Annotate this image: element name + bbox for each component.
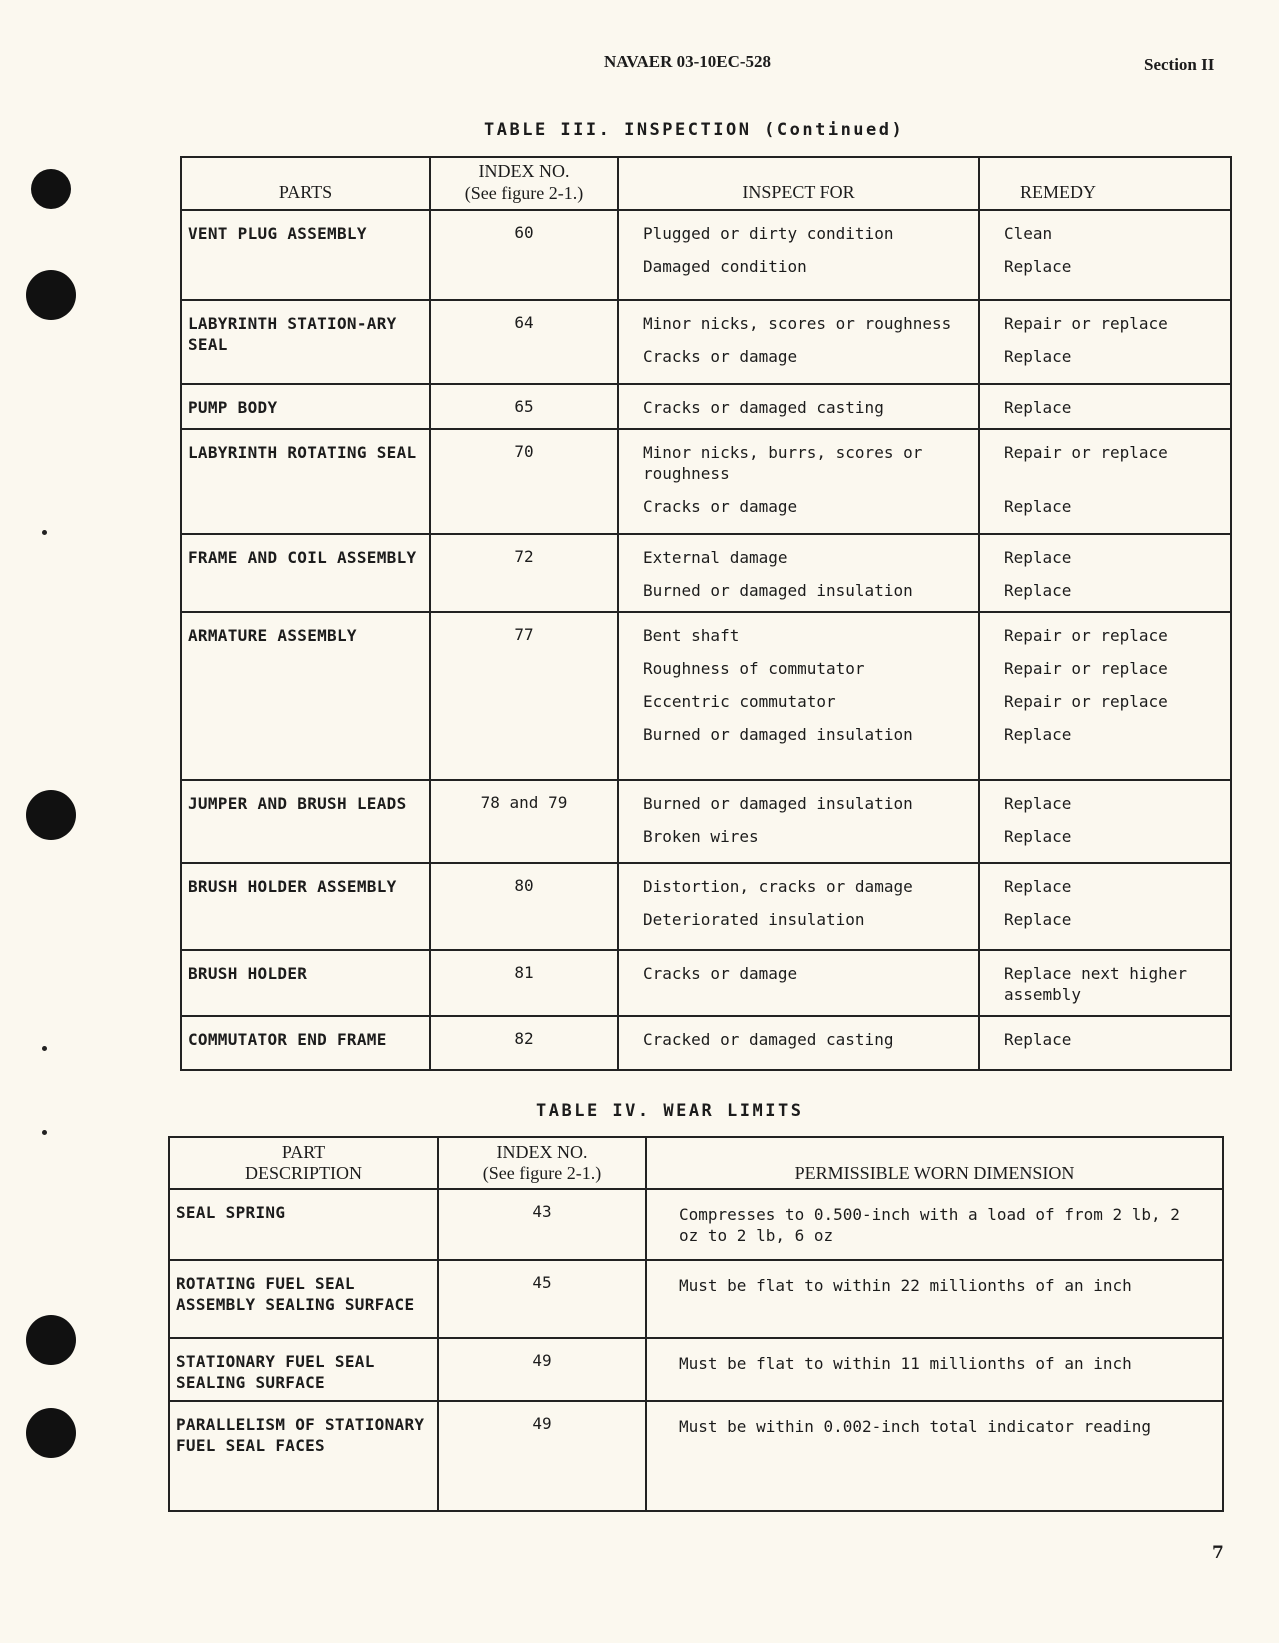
part-name: BRUSH HOLDER xyxy=(181,950,430,1016)
table-row xyxy=(181,300,1231,384)
inspect-item: Minor nicks, scores or roughness xyxy=(643,314,952,333)
remedy-item: Replace next higher assembly xyxy=(1004,964,1188,1004)
remedy-cell xyxy=(979,300,1231,384)
remedy-item: Repair or replace xyxy=(1004,659,1168,678)
inspect-item: Eccentric commutator xyxy=(643,692,836,711)
index-number: 80 xyxy=(430,863,618,950)
remedy-cell xyxy=(979,780,1231,863)
worn-dimension: Must be within 0.002-inch total indicator reading xyxy=(646,1401,1223,1511)
remedy-item: Clean xyxy=(1004,224,1053,243)
inspect-item: Burned or damaged insulation xyxy=(643,794,913,813)
worn-dimension: Must be flat to within 22 millionths of an inch xyxy=(646,1260,1223,1338)
table-row xyxy=(181,429,1231,534)
inspect-item: Plugged or dirty condition xyxy=(643,224,894,243)
worn-dimension: Compresses to 0.500-inch with a load of from 2 lb, 2 oz to 2 lb, 6 oz xyxy=(646,1189,1223,1260)
inspection-table xyxy=(180,156,1232,1071)
inspect-for-cell xyxy=(618,429,979,534)
part-name: BRUSH HOLDER ASSEMBLY xyxy=(181,863,430,950)
speck xyxy=(42,1130,47,1135)
document-id: NAVAER 03-10EC-528 xyxy=(604,52,772,71)
table-row xyxy=(181,210,1231,300)
table-row xyxy=(181,780,1231,863)
remedy-item: Replace xyxy=(1004,581,1072,600)
inspect-item: Burned or damaged insulation xyxy=(643,725,913,744)
inspect-item: Cracks or damage xyxy=(643,497,798,516)
table-row xyxy=(181,534,1231,612)
part-description: SEAL SPRING xyxy=(169,1189,438,1260)
remedy-item: Replace xyxy=(1004,497,1072,516)
remedy-item: Replace xyxy=(1004,827,1072,846)
inspect-for-cell xyxy=(618,612,979,780)
inspect-item: Broken wires xyxy=(643,827,759,846)
remedy-cell xyxy=(979,1016,1231,1070)
part-name: PUMP BODY xyxy=(181,384,430,429)
index-number: 60 xyxy=(430,210,618,300)
remedy-item: Repair or replace xyxy=(1004,692,1168,711)
spacer xyxy=(980,463,1230,484)
remedy-cell xyxy=(979,534,1231,612)
remedy-item: Replace xyxy=(1004,877,1072,896)
col-dimension xyxy=(646,1137,1223,1189)
binder-hole xyxy=(31,169,71,209)
table-row xyxy=(181,384,1231,429)
table-row xyxy=(169,1338,1223,1401)
table-row xyxy=(169,1260,1223,1338)
inspect-item: Distortion, cracks or damage xyxy=(643,877,913,896)
remedy-cell xyxy=(979,210,1231,300)
index-number: 65 xyxy=(430,384,618,429)
table-row xyxy=(169,1401,1223,1511)
index-number: 77 xyxy=(430,612,618,780)
col-part-label-1: PART xyxy=(281,1142,326,1162)
index-number: 64 xyxy=(430,300,618,384)
remedy-cell xyxy=(979,863,1231,950)
remedy-cell xyxy=(979,950,1231,1016)
table-row xyxy=(181,1016,1231,1070)
col-part-label-2: DESCRIPTION xyxy=(244,1163,362,1183)
col-inspect-for xyxy=(618,157,979,210)
inspect-for-cell xyxy=(618,863,979,950)
index-number: 70 xyxy=(430,429,618,534)
index-number: 49 xyxy=(438,1401,646,1511)
part-description: PARALLELISM OF STATIONARY FUEL SEAL FACES xyxy=(169,1401,438,1511)
table-row xyxy=(181,863,1231,950)
remedy-item: Replace xyxy=(1004,725,1072,744)
part-name: FRAME AND COIL ASSEMBLY xyxy=(181,534,430,612)
remedy-item: Replace xyxy=(1004,794,1072,813)
remedy-item: Replace xyxy=(1004,398,1072,417)
binder-hole xyxy=(26,270,76,320)
inspect-item: Bent shaft xyxy=(643,626,740,645)
col-remedy xyxy=(979,157,1231,210)
table4-title: TABLE IV. WEAR LIMITS xyxy=(536,1101,804,1121)
inspect-item: Cracks or damaged casting xyxy=(643,398,884,417)
part-name: JUMPER AND BRUSH LEADS xyxy=(181,780,430,863)
section-label: Section II xyxy=(1144,55,1215,74)
col-parts xyxy=(181,157,430,210)
part-name: LABYRINTH STATION-ARY SEAL xyxy=(181,300,430,384)
inspect-item: Damaged condition xyxy=(643,257,807,276)
remedy-item: Replace xyxy=(1004,257,1072,276)
table-row xyxy=(169,1189,1223,1260)
index-number: 49 xyxy=(438,1338,646,1401)
part-description: ROTATING FUEL SEAL ASSEMBLY SEALING SURFACE xyxy=(169,1260,438,1338)
speck xyxy=(42,530,47,535)
remedy-item: Repair or replace xyxy=(1004,443,1168,462)
index-number: 81 xyxy=(430,950,618,1016)
inspect-for-cell xyxy=(618,300,979,384)
inspect-for-cell xyxy=(618,1016,979,1070)
binder-hole xyxy=(26,1315,76,1365)
inspect-item: Deteriorated insulation xyxy=(643,910,865,929)
col-part-description xyxy=(169,1137,438,1189)
inspect-item: External damage xyxy=(643,548,788,567)
inspect-for-cell xyxy=(618,384,979,429)
inspect-for-cell xyxy=(618,534,979,612)
index-number: 45 xyxy=(438,1260,646,1338)
index-number: 72 xyxy=(430,534,618,612)
col-index xyxy=(438,1137,646,1189)
table-row xyxy=(181,950,1231,1016)
col-inspect-label: INSPECT FOR xyxy=(742,182,855,202)
col-index-label-2: (See figure 2-1.) xyxy=(464,183,584,203)
inspect-item: Cracks or damage xyxy=(643,964,798,983)
part-description: STATIONARY FUEL SEAL SEALING SURFACE xyxy=(169,1338,438,1401)
col-index-label-1: INDEX NO. xyxy=(478,161,570,181)
remedy-item: Replace xyxy=(1004,1030,1072,1049)
worn-dimension: Must be flat to within 11 millionths of an inch xyxy=(646,1338,1223,1401)
table3-title: TABLE III. INSPECTION (Continued) xyxy=(484,120,905,140)
remedy-item: Replace xyxy=(1004,548,1072,567)
inspect-item: Cracks or damage xyxy=(643,347,798,366)
remedy-item: Repair or replace xyxy=(1004,314,1168,333)
inspect-item: Minor nicks, burrs, scores or roughness xyxy=(643,443,923,483)
col-index xyxy=(430,157,618,210)
col-dimension-label: PERMISSIBLE WORN DIMENSION xyxy=(794,1163,1075,1183)
col-parts-label: PARTS xyxy=(278,182,333,202)
remedy-item: Repair or replace xyxy=(1004,626,1168,645)
inspect-item: Burned or damaged insulation xyxy=(643,581,913,600)
part-name: VENT PLUG ASSEMBLY xyxy=(181,210,430,300)
index-number: 82 xyxy=(430,1016,618,1070)
page-number: 7 xyxy=(1212,1543,1224,1563)
remedy-item: Replace xyxy=(1004,347,1072,366)
remedy-cell xyxy=(979,612,1231,780)
index-number: 43 xyxy=(438,1189,646,1260)
table-row xyxy=(181,612,1231,780)
index-number: 78 and 79 xyxy=(430,780,618,863)
binder-hole xyxy=(26,790,76,840)
remedy-cell xyxy=(979,384,1231,429)
wear-limits-table xyxy=(168,1136,1224,1512)
part-name: ARMATURE ASSEMBLY xyxy=(181,612,430,780)
col-index-label-2: (See figure 2-1.) xyxy=(482,1163,602,1183)
col-index-label-1: INDEX NO. xyxy=(496,1142,588,1162)
binder-hole xyxy=(26,1408,76,1458)
remedy-cell xyxy=(979,429,1231,534)
col-remedy-label: REMEDY xyxy=(1020,182,1096,202)
speck xyxy=(42,1046,47,1051)
inspect-for-cell xyxy=(618,950,979,1016)
part-name: COMMUTATOR END FRAME xyxy=(181,1016,430,1070)
inspect-item: Cracked or damaged casting xyxy=(643,1030,894,1049)
inspect-for-cell xyxy=(618,780,979,863)
inspect-item: Roughness of commutator xyxy=(643,659,865,678)
inspect-for-cell xyxy=(618,210,979,300)
remedy-item: Replace xyxy=(1004,910,1072,929)
part-name: LABYRINTH ROTATING SEAL xyxy=(181,429,430,534)
